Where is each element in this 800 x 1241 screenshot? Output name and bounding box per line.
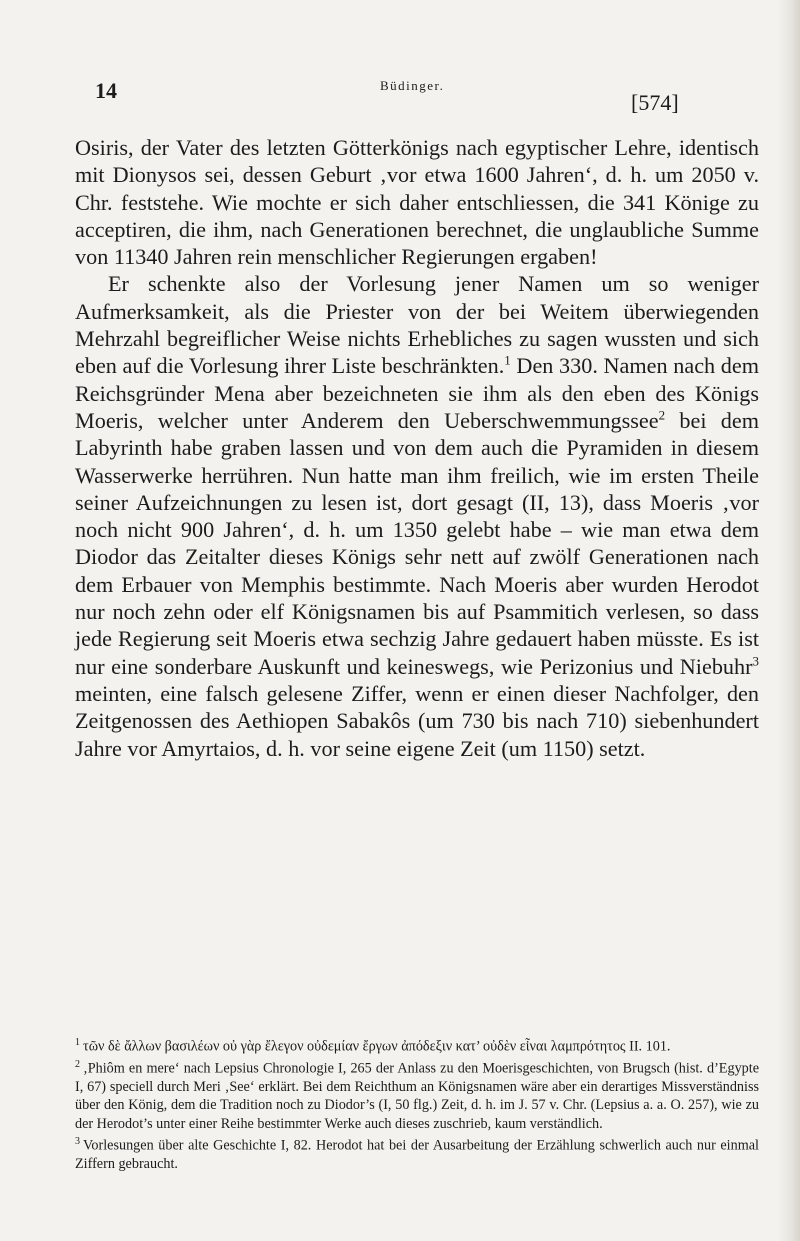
paragraph-text: meinten, eine falsch gelesene Ziffer, wenn er einen dieser Nachfolger, den Zeitgenossen des Aethiopen Sabakôs (um 730 bis nach 710) siebenhundert Jahre vor Amyrtaios, d. h. vor seine eigene Zeit (um 1150) setzt.	[75, 680, 759, 761]
footnote-reference: 3	[752, 653, 759, 669]
running-head: Büdinger.	[380, 78, 445, 93]
paragraph-text: Den 330. Namen nach dem Reichsgründer Mena aber bezeichneten sie ihm als den eben des Königs Moeris, welcher unter Anderem den Ueberschwemmungssee	[75, 353, 759, 433]
footnote-mark: 3	[75, 1135, 80, 1147]
section-number: [574]	[631, 90, 679, 115]
paragraph-text: bei dem Labyrinth habe graben lassen und von dem auch die Pyramiden in diesem Wasserwerke herrühren. Nun hatte man ihm freilich, wie im ersten Theile seiner Aufzeichnungen zu lesen ist, dort gesagt (II, 13), dass Moeris ‚vor noch nicht 900 Jahren‘, d. h. um 1350 gelebt habe – wie man etwa dem Diodor das Zeitalter dieses Königs sehr nett auf zwölf Generationen nach dem Erbauer von Memphis bestimmte. Nach Moeris aber wurden Herodot nur noch zehn oder elf Königsnamen bis auf Psammitich verlesen, so dass jede Regierung seit Moeris etwa sechzig Jahre gedauert haben müsste. Es ist nur eine sonderbare Auskunft und keineswegs, wie Perizonius und Niebuhr	[75, 407, 759, 679]
paragraph-text: Er schenkte also der Vorlesung jener Namen um so weniger Aufmerksamkeit, als die Priester von der bei Weitem überwiegenden Mehrzahl begreiflicher Weise nichts Erhebliches zu sagen wussten und sich eben auf die Vorlesung ihrer Liste beschränkten.	[75, 271, 759, 379]
footnote-text: Vorlesungen über alte Geschichte I, 82. Herodot hat bei der Ausarbeitung der Erzählung schwerlich auch nur einmal Ziffern gebraucht.	[75, 1137, 759, 1172]
footnote-reference: 2	[658, 407, 666, 423]
footnote-mark: 2	[75, 1059, 80, 1071]
main-text	[75, 134, 759, 762]
paragraph	[75, 270, 759, 761]
page-edge-shadow	[778, 0, 800, 1241]
footnotes	[75, 1034, 759, 1173]
footnote-reference: 1	[504, 352, 511, 368]
footnote-mark: 1	[75, 1037, 80, 1048]
paragraph: Osiris, der Vater des letzten Götterkönigs nach egyptischer Lehre, identisch mit Dionysos sei, dessen Geburt ‚vor etwa 1600 Jahren‘, d. h. um 2050 v. Chr. feststehe. Wie mochte er sich daher entschliessen, die 341 Könige zu acceptiren, die ihm, nach Generationen berechnet, die unglaubliche Summe von 11340 Jahren rein menschlicher Regierungen ergaben!	[75, 135, 759, 270]
footnote	[75, 1133, 759, 1173]
page-number: 14	[95, 78, 117, 103]
footnote-text: τῶν δὲ ἄλλων βασιλέων οὐ γὰρ ἔλεγον οὐδεμίαν ἔργων ἀπόδεξιν κατ’ οὐδὲν εἶναι λαμπρότητος II. 101.	[83, 1038, 671, 1055]
footnote	[75, 1034, 759, 1056]
footnote-text: ‚Phiôm en mere‘ nach Lepsius Chronologie I, 265 der Anlass zu den Moerisgeschichten, von Brugsch (hist. d’Egypte I, 67) speciell durch Meri ‚See‘ erklärt. Bei dem Reichthum an Königsnamen wäre aber ein derartiges Missverständniss über den König, dem die Tradition noch zu Diodor’s (I, 50 flg.) Zeit, d. h. im J. 57 v. Chr. (Lepsius a. a. O. 257), wie zu der Herodot’s unter einer Reihe bestimmter Werke auch dieses zuschrieb, kaum verständlich.	[75, 1060, 759, 1132]
footnote	[75, 1056, 759, 1133]
